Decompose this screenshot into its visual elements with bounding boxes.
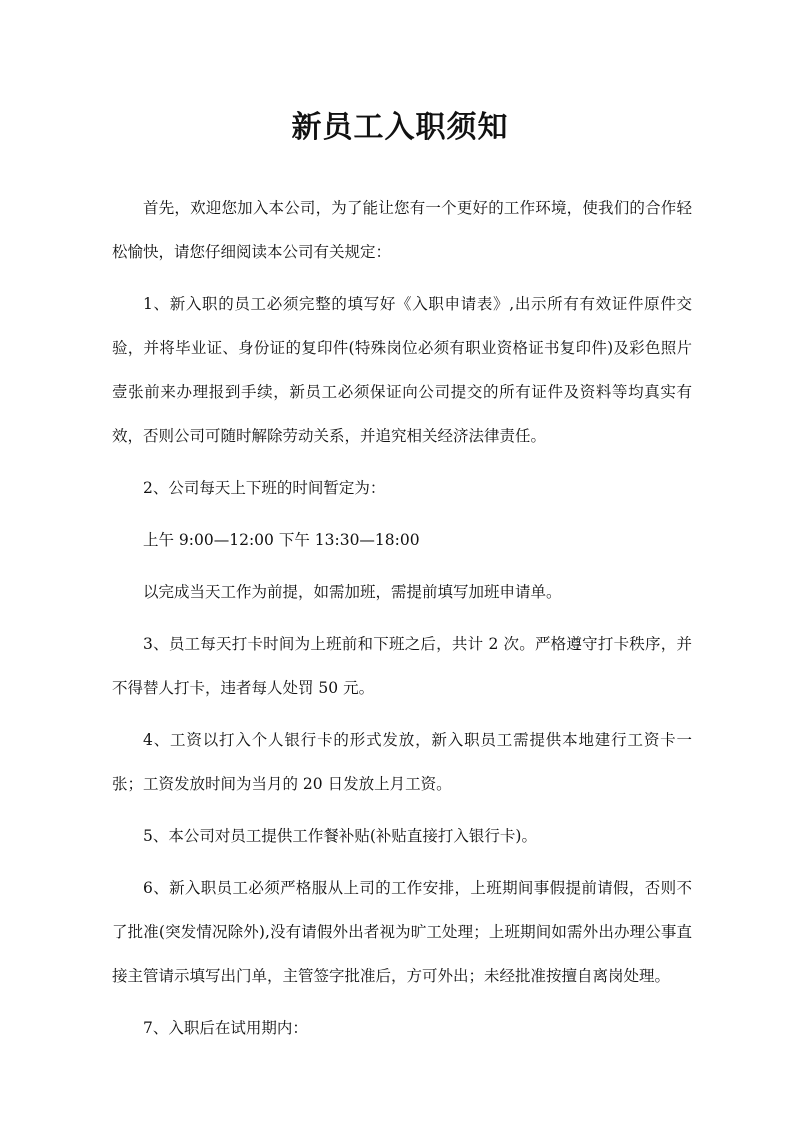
rule-7-paragraph: 7、入职后在试用期内： — [143, 1019, 308, 1037]
rule-3-paragraph: 3、员工每天打卡时间为上班前和下班之后，共计 2 次。严格遵守打卡秩序，并不得替人打卡，违者每人处罚 50 元。 — [112, 635, 692, 697]
document-body — [112, 186, 692, 1058]
work-hours-paragraph: 上午 9:00—12:00 下午 13:30—18:00 — [143, 531, 420, 549]
rule-4-paragraph: 4、工资以打入个人银行卡的形式发放，新入职员工需提供本地建行工资卡一张；工资发放时间为当月的 20 日发放上月工资。 — [112, 731, 692, 793]
rule-1-paragraph: 1、新入职的员工必须完整的填写好《入职申请表》,出示所有有效证件原件交验，并将毕业证、身份证的复印件(特殊岗位必须有职业资格证书复印件)及彩色照片壹张前来办理报到手续，新员工必须保证向公司提交的所有证件及资料等均真实有效，否则公司可随时解除劳动关系，并追究相关经济法律责任。 — [112, 295, 692, 445]
rule-5-paragraph: 5、本公司对员工提供工作餐补贴(补贴直接打入银行卡)。 — [143, 827, 537, 845]
rule-6-paragraph: 6、新入职员工必须严格服从上司的工作安排，上班期间事假提前请假，否则不了批准(突发情况除外),没有请假外出者视为旷工处理；上班期间如需外出办理公事直接主管请示填写出门单，主管签字批准后，方可外出；未经批准按擅自离岗处理。 — [112, 879, 692, 985]
overtime-paragraph: 以完成当天工作为前提，如需加班，需提前填写加班申请单。 — [143, 583, 562, 601]
page-title: 新员工入职须知 — [291, 110, 509, 145]
rule-2-paragraph: 2、公司每天上下班的时间暂定为： — [143, 479, 386, 497]
intro-paragraph: 首先，欢迎您加入本公司，为了能让您有一个更好的工作环境，使我们的合作轻松愉快，请您仔细阅读本公司有关规定： — [112, 199, 692, 261]
